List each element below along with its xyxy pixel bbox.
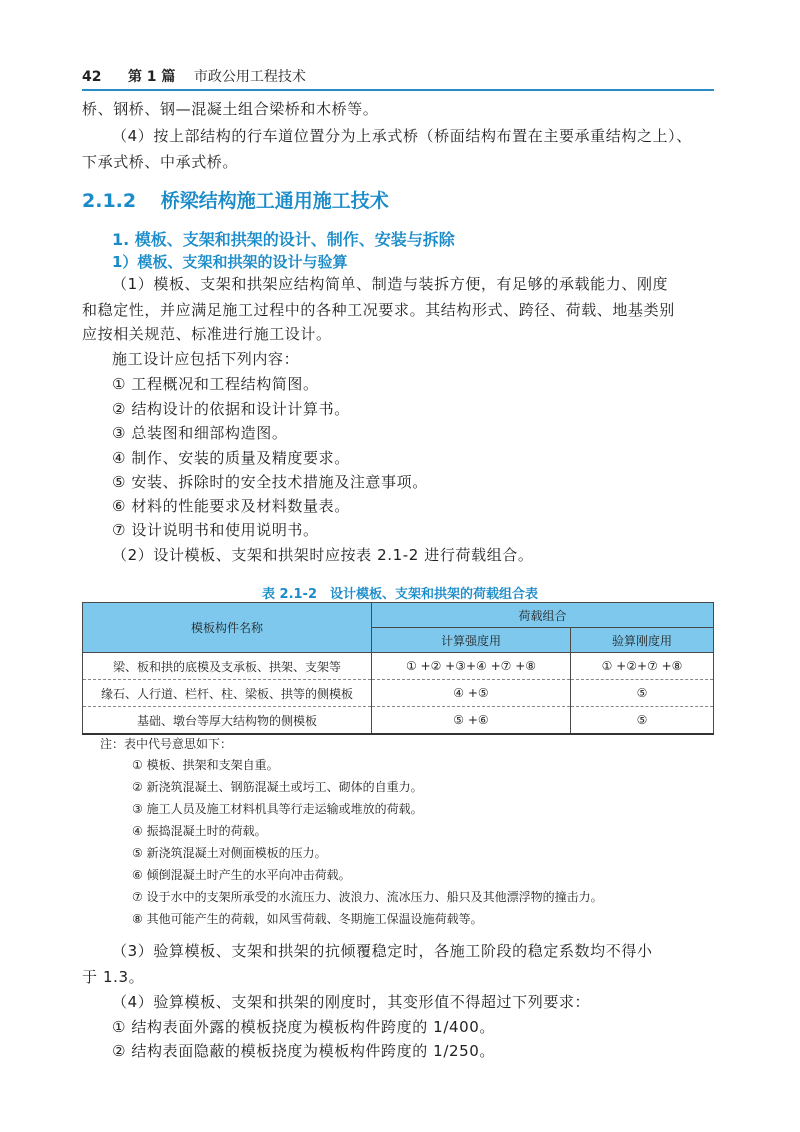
note-item: ⑤ 新浇筑混凝土对侧面模板的压力。 bbox=[132, 846, 327, 860]
cell-name: 缘石、人行道、栏杆、柱、梁板、拱等的侧模板 bbox=[83, 680, 372, 707]
paragraph-4b: （4）验算模板、支架和拱架的刚度时，其变形值不得超过下列要求： bbox=[112, 993, 591, 1011]
header-rule bbox=[82, 89, 714, 91]
design-item: ⑤ 安装、拆除时的安全技术措施及注意事项。 bbox=[112, 473, 428, 491]
stiffness-item: ① 结构表面外露的模板挠度为模板构件跨度的 1/400。 bbox=[112, 1018, 496, 1036]
subheading-2: 1）模板、支架和拱架的设计与验算 bbox=[112, 253, 348, 271]
book-title: 市政公用工程技术 bbox=[193, 69, 306, 85]
stiffness-item: ② 结构表面隐蔽的模板挠度为模板构件跨度的 1/250。 bbox=[112, 1042, 496, 1060]
paragraph-1-line2: 和稳定性，并应满足施工过程中的各种工况要求。其结构形式、跨径、荷载、地基类别 bbox=[82, 301, 675, 319]
column-header-strength: 计算强度用 bbox=[372, 628, 571, 653]
section-title: 桥梁结构施工通用施工技术 bbox=[160, 190, 389, 212]
paragraph-1-line1: （1）模板、支架和拱架应结构简单、制造与装拆方便，有足够的承载能力、刚度 bbox=[112, 275, 669, 293]
column-header-group: 荷载组合 bbox=[372, 603, 714, 628]
cell-stiffness: ① +②+⑦ +⑧ bbox=[571, 653, 714, 680]
cell-name: 基础、墩台等厚大结构物的侧模板 bbox=[83, 707, 372, 735]
cell-name: 梁、板和拱的底模及支承板、拱架、支架等 bbox=[83, 653, 372, 680]
cell-stiffness: ⑤ bbox=[571, 680, 714, 707]
paragraph-top: 桥、钢桥、钢—混凝土组合梁桥和木桥等。 bbox=[82, 100, 379, 118]
design-item: ⑦ 设计说明书和使用说明书。 bbox=[112, 521, 319, 539]
note-title: 注：表中代号意思如下： bbox=[100, 737, 233, 751]
cell-stiffness: ⑤ bbox=[571, 707, 714, 735]
page-header bbox=[82, 66, 712, 86]
subheading-1: 1. 模板、支架和拱架的设计、制作、安装与拆除 bbox=[112, 230, 455, 249]
table-row bbox=[83, 680, 714, 707]
note-item: ⑥ 倾倒混凝土时产生的水平向冲击荷载。 bbox=[132, 868, 351, 882]
page-number: 42 bbox=[82, 69, 102, 85]
column-header-name: 模板构件名称 bbox=[83, 603, 372, 653]
paragraph-4-line2: 下承式桥、中承式桥。 bbox=[82, 153, 239, 171]
paragraph-4-line1: （4）按上部结构的行车道位置分为上承式桥（桥面结构布置在主要承重结构之上）、 bbox=[112, 127, 692, 145]
note-item: ① 模板、拱架和支架自重。 bbox=[132, 758, 279, 772]
design-item: ③ 总装图和细部构造图。 bbox=[112, 424, 288, 442]
section-number: 2.1.2 bbox=[82, 190, 137, 212]
section-heading bbox=[82, 186, 389, 213]
cell-strength: ⑤ +⑥ bbox=[372, 707, 571, 735]
part-label: 第 1 篇 bbox=[127, 69, 176, 85]
design-intro: 施工设计应包括下列内容： bbox=[112, 350, 300, 368]
note-item: ⑧ 其他可能产生的荷载，如风雪荷载、冬期施工保温设施荷载等。 bbox=[132, 912, 483, 926]
note-item: ③ 施工人员及施工材料机具等行走运输或堆放的荷载。 bbox=[132, 802, 423, 816]
table-row bbox=[83, 653, 714, 680]
load-combination-table bbox=[82, 602, 714, 735]
table-row bbox=[83, 707, 714, 735]
table-caption: 表 2.1-2 设计模板、支架和拱架的荷载组合表 bbox=[262, 587, 538, 602]
cell-strength: ④ +⑤ bbox=[372, 680, 571, 707]
note-item: ② 新浇筑混凝土、钢筋混凝土或圬工、砌体的自重力。 bbox=[132, 780, 423, 794]
design-item: ① 工程概况和工程结构简图。 bbox=[112, 375, 319, 393]
design-item: ④ 制作、安装的质量及精度要求。 bbox=[112, 449, 350, 467]
paragraph-1-line3: 应按相关规范、标准进行施工设计。 bbox=[82, 325, 332, 343]
note-item: ⑦ 设于水中的支架所承受的水流压力、波浪力、流冰压力、船只及其他漂浮物的撞击力。 bbox=[132, 890, 603, 904]
paragraph-3-line2: 于 1.3。 bbox=[82, 968, 145, 986]
note-item: ④ 振捣混凝土时的荷载。 bbox=[132, 824, 267, 838]
cell-strength: ① +② +③+④ +⑦ +⑧ bbox=[372, 653, 571, 680]
design-item: ② 结构设计的依据和设计计算书。 bbox=[112, 400, 350, 418]
column-header-stiffness: 验算刚度用 bbox=[571, 628, 714, 653]
design-item: ⑥ 材料的性能要求及材料数量表。 bbox=[112, 497, 350, 515]
paragraph-2: （2）设计模板、支架和拱架时应按表 2.1-2 进行荷载组合。 bbox=[112, 546, 534, 564]
paragraph-3-line1: （3）验算模板、支架和拱架的抗倾覆稳定时，各施工阶段的稳定系数均不得小 bbox=[112, 942, 653, 960]
